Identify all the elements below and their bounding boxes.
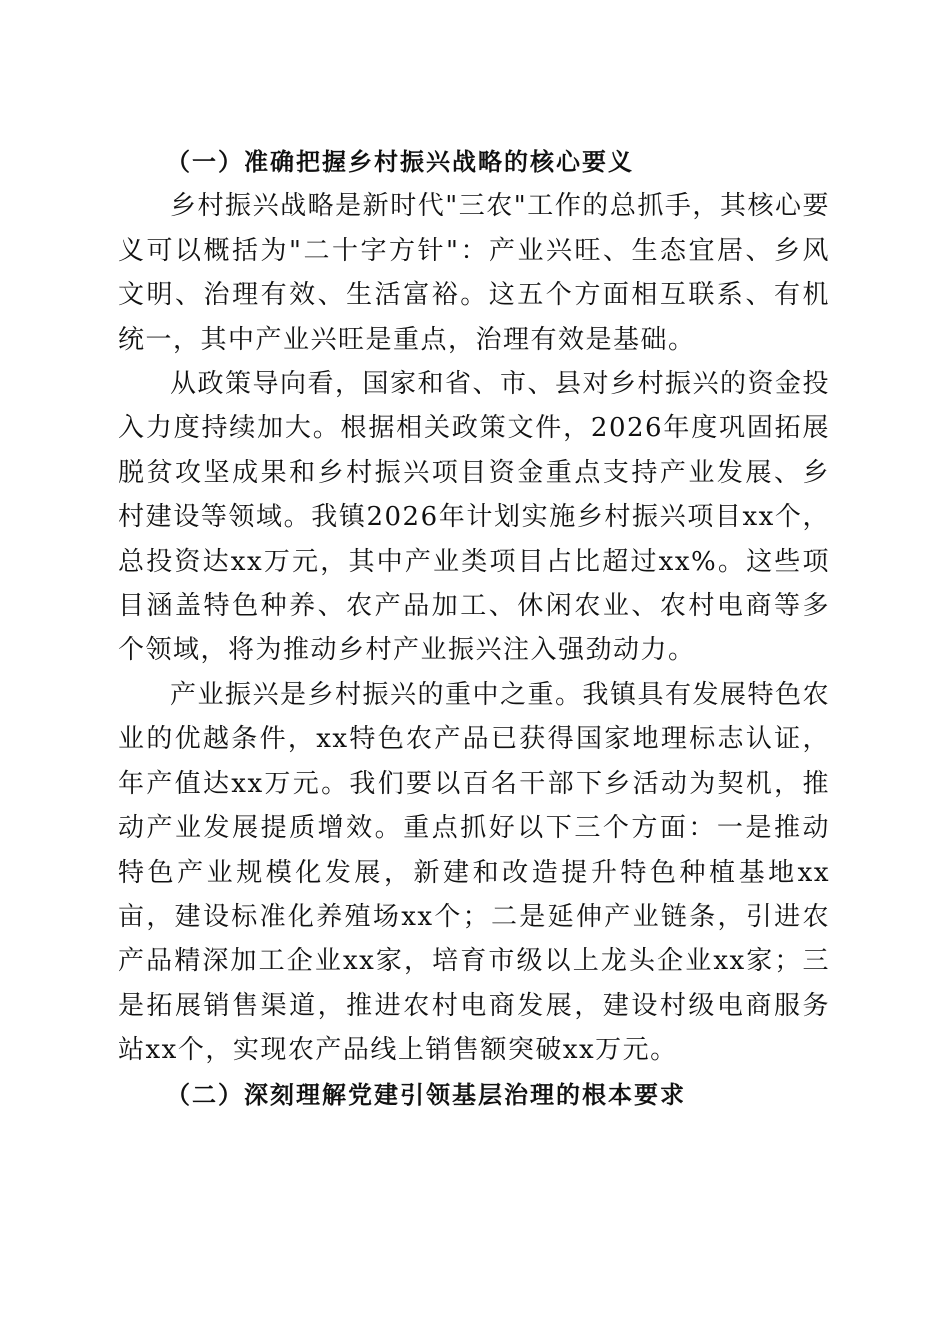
paragraph-core-essence: 乡村振兴战略是新时代"三农"工作的总抓手，其核心要义可以概括为"二十字方针"：产业兴旺、生态宜居、乡风文明、治理有效、生活富裕。这五个方面相互联系、有机统一，其中产业兴旺是重点，治理有效是基础。 [118,191,830,355]
paragraph-policy-funding: 从政策导向看，国家和省、市、县对乡村振兴的资金投入力度持续加大。根据相关政策文件，2026年度巩固拓展脱贫攻坚成果和乡村振兴项目资金重点支持产业发展、乡村建设等领域。我镇2026年计划实施乡村振兴项目xx个，总投资达xx万元，其中产业类项目占比超过xx%。这些项目涵盖特色种养、农产品加工、休闲农业、农村电商等多个领域，将为推动乡村产业振兴注入强劲动力。 [118,369,831,666]
paragraph-industry-revitalization: 产业振兴是乡村振兴的重中之重。我镇具有发展特色农业的优越条件，xx特色农产品已获得国家地理标志认证，年产值达xx万元。我们要以百名干部下乡活动为契机，推动产业发展提质增效。重点抓好以下三个方面：一是推动特色产业规模化发展，新建和改造提升特色种植基地xx亩，建设标准化养殖场xx个；二是延伸产业链条，引进农产品精深加工企业xx家，培育市级以上龙头企业xx家；三是拓展销售渠道，推进农村电商发展，建设村级电商服务站xx个，实现农产品线上销售额突破xx万元。 [118,679,831,1066]
document-body [118,140,830,1117]
section-heading-2: （二）深刻理解党建引领基层治理的根本要求 [166,1080,686,1109]
section-heading-1: （一）准确把握乡村振兴战略的核心要义 [166,148,634,176]
